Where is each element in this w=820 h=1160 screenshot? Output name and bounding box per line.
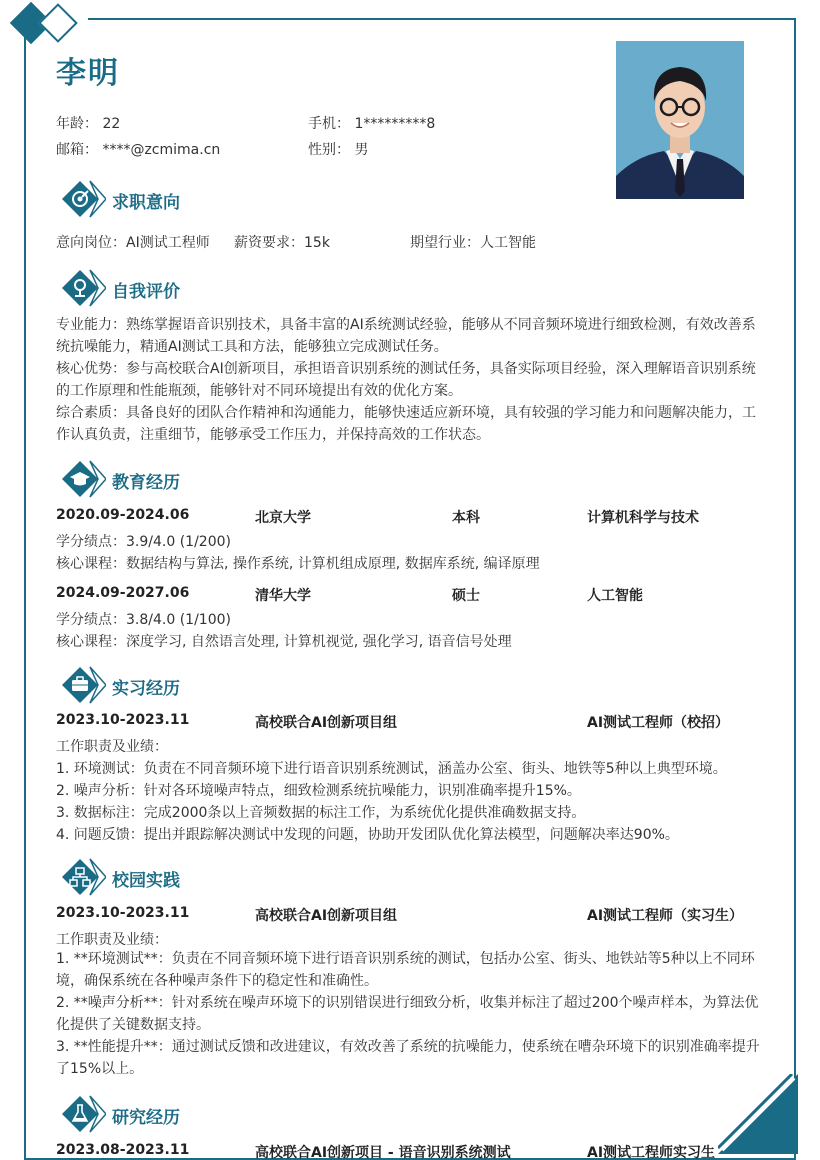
network-icon [60, 857, 106, 897]
section-title: 研究经历 [112, 1108, 180, 1128]
edu-period: 2024.09-2027.06 [56, 585, 190, 601]
intention-industry: 期望行业：人工智能 [410, 235, 536, 251]
campus-org: 高校联合AI创新项目组 [255, 908, 398, 924]
age-field [56, 113, 120, 133]
edu-courses: 核心课程：深度学习, 自然语言处理, 计算机视觉, 强化学习, 语音信号处理 [56, 634, 512, 650]
section-title: 自我评价 [112, 282, 180, 302]
flower-icon [60, 268, 106, 308]
campus-duty: 1. **环境测试**：负责在不同音频环境下进行语音识别系统的测试，包括办公室、街头、地铁站等5种以上不同环境，确保系统在各种噪声条件下的稳定性和准确性。 [56, 951, 755, 989]
candidate-name: 李明 [56, 56, 120, 91]
intention-salary: 薪资要求：15k [234, 235, 330, 251]
edu-school: 北京大学 [255, 510, 311, 526]
phone-label: 手机： [308, 116, 350, 132]
edu-degree: 本科 [452, 510, 480, 526]
target-icon [60, 179, 106, 219]
section-title: 教育经历 [112, 473, 180, 493]
edu-school: 清华大学 [255, 588, 311, 604]
research-role: AI测试工程师实习生 [587, 1145, 716, 1160]
briefcase-icon [60, 665, 106, 705]
edu-major: 人工智能 [587, 588, 643, 604]
section-title: 校园实践 [112, 871, 180, 891]
research-period: 2023.08-2023.11 [56, 1142, 190, 1158]
internship-duty-label: 工作职责及业绩： [56, 739, 168, 755]
age-value: 22 [102, 116, 121, 132]
phone-field [308, 113, 435, 133]
section-title: 实习经历 [112, 679, 180, 699]
edu-gpa: 学分绩点：3.9/4.0 (1/200) [56, 534, 231, 550]
flask-icon [60, 1094, 106, 1134]
internship-duty: 2. 噪声分析：针对各环境噪声特点，细致检测系统抗噪能力，识别准确率提升15%。 [56, 783, 581, 799]
phone-value: 1*********8 [354, 116, 436, 132]
gender-field [308, 139, 368, 159]
email-field [56, 139, 220, 159]
corner-decoration [718, 1074, 798, 1154]
gender-label: 性别： [308, 142, 350, 158]
internship-duty: 1. 环境测试：负责在不同音频环境下进行语音识别系统测试，涵盖办公室、街头、地铁等5种以上典型环境。 [56, 761, 727, 777]
self-eval-core: 核心优势：参与高校联合AI创新项目，承担语音识别系统的测试任务，具备实际项目经验，深入理解语音识别系统的工作原理和性能瓶颈，能够针对不同环境提出有效的优化方案。 [56, 361, 756, 399]
graduation-cap-icon [60, 459, 106, 499]
email-label: 邮箱： [56, 142, 98, 158]
section-title: 求职意向 [112, 193, 180, 213]
email-value: ****@zcmima.cn [102, 142, 221, 158]
edu-period: 2020.09-2024.06 [56, 507, 190, 523]
edu-major: 计算机科学与技术 [587, 510, 699, 526]
self-eval-professional: 专业能力：熟练掌握语音识别技术，具备丰富的AI系统测试经验，能够从不同音频环境进行细致检测，有效改善系统抗噪能力，精通AI测试工具和方法，能够独立完成测试任务。 [56, 317, 756, 355]
age-label: 年龄： [56, 116, 98, 132]
internship-duty: 4. 问题反馈：提出并跟踪解决测试中发现的问题，协助开发团队优化算法模型，问题解决率达90%。 [56, 827, 679, 843]
edu-degree: 硕士 [452, 588, 480, 604]
internship-org: 高校联合AI创新项目组 [255, 715, 398, 731]
gender-value: 男 [354, 142, 369, 158]
intention-position: 意向岗位：AI测试工程师 [56, 235, 210, 251]
campus-role: AI测试工程师（实习生） [587, 908, 744, 924]
edu-gpa: 学分绩点：3.8/4.0 (1/100) [56, 612, 231, 628]
internship-period: 2023.10-2023.11 [56, 712, 190, 728]
campus-duty: 3. **性能提升**：通过测试反馈和改进建议，有效改善了系统的抗噪能力，使系统在嘈杂环境下的识别准确率提升了15%以上。 [56, 1039, 760, 1077]
internship-role: AI测试工程师（校招） [587, 715, 730, 731]
self-eval-overall: 综合素质：具备良好的团队合作精神和沟通能力，能够快速适应新环境，具有较强的学习能力和问题解决能力，工作认真负责，注重细节，能够承受工作压力，并保持高效的工作状态。 [56, 405, 756, 443]
internship-duty: 3. 数据标注：完成2000条以上音频数据的标注工作，为系统优化提供准确数据支持。 [56, 805, 586, 821]
campus-period: 2023.10-2023.11 [56, 905, 190, 921]
edu-courses: 核心课程：数据结构与算法, 操作系统, 计算机组成原理, 数据库系统, 编译原理 [56, 556, 540, 572]
campus-duty-label: 工作职责及业绩： [56, 932, 168, 948]
campus-duty: 2. **噪声分析**：针对系统在噪声环境下的识别错误进行细致分析，收集并标注了超过200个噪声样本，为算法优化提供了关键数据支持。 [56, 995, 759, 1033]
profile-photo [616, 41, 744, 199]
research-org: 高校联合AI创新项目 - 语音识别系统测试 [255, 1145, 511, 1160]
